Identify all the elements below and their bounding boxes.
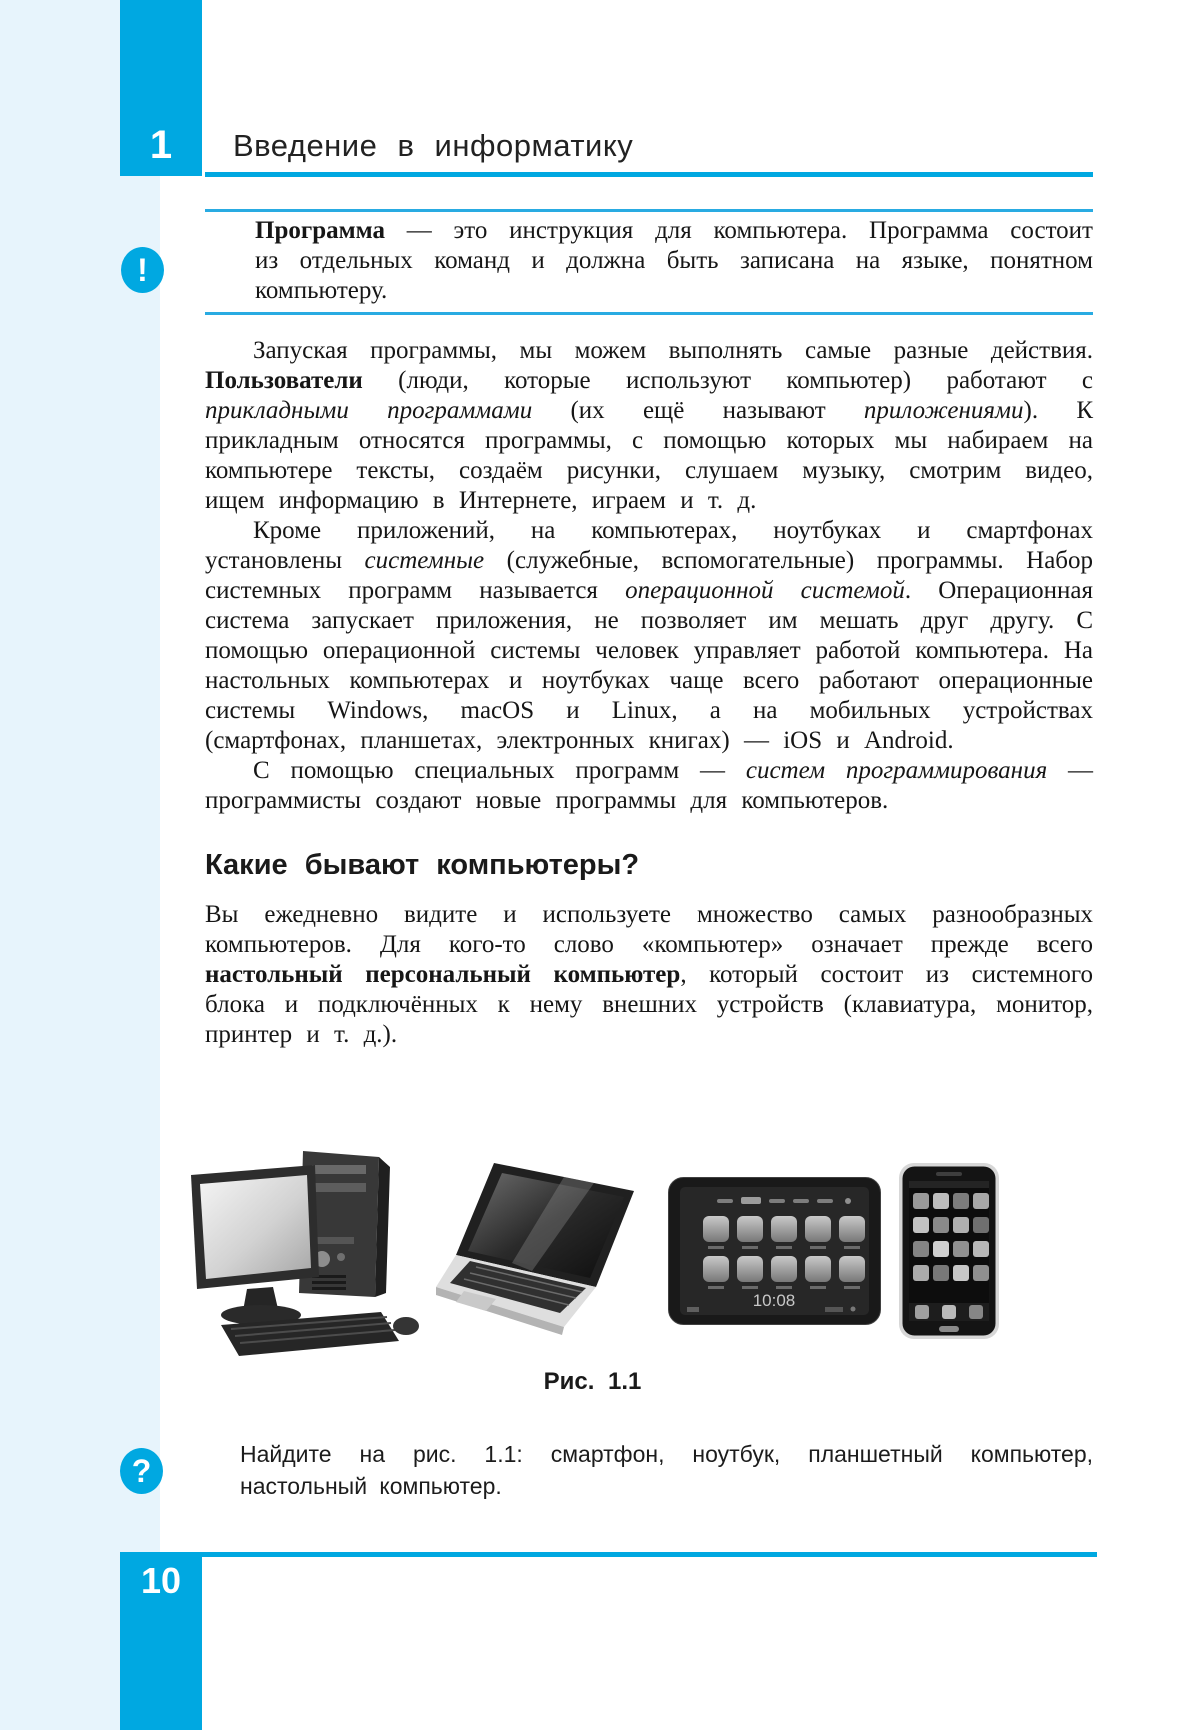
figure-caption: Рис. 1.1 — [543, 1368, 642, 1395]
question-icon — [120, 1448, 163, 1494]
page-number: 10 — [140, 1560, 182, 1601]
question-glyph: ? — [131, 1453, 152, 1489]
desktop-computer-image — [185, 1145, 420, 1357]
header-divider — [205, 172, 1093, 177]
mouse — [393, 1317, 419, 1335]
figure-1-1 — [185, 1145, 1000, 1357]
paragraph: С помощью специальных программ — систем программирования — программисты создают новые программы для компьютеров. — [205, 757, 1094, 814]
exclamation-icon — [121, 247, 164, 293]
paragraph: Кроме приложений, на компьютерах, ноутбуках и смартфонах установлены системные (служебные, вспомогательные) программы. Набор системных программ называется операционной системой. Операционная система запускает приложения, не позволяет им мешать друг другу. С помощью операционной системы человек управляет работой компьютера. На настольных компьютерах и ноутбуках чаще всего работают операционные системы Windows, macOS и Linux, а на мобильных устройствах (смартфонах, планшетах, электронных книгах) — iOS и Android. — [205, 517, 1094, 754]
paragraph: Вы ежедневно видите и используете множество самых разнообразных компьютеров. Для кого-то слово «компьютер» означает прежде всего настольный персональный компьютер, который состоит из системного блока и подключённых к нему внешних устройств (клавиатура, монитор, принтер и т. д.). — [205, 901, 1093, 1048]
footer-divider — [120, 1552, 1097, 1557]
tablet-computer-image — [667, 1176, 882, 1326]
chapter-number: 1 — [149, 123, 173, 167]
phone-home-button — [939, 1326, 959, 1332]
section-heading: Какие бывают компьютеры? — [205, 849, 640, 881]
tablet-clock: 10:08 — [752, 1291, 796, 1310]
chapter-number-box — [120, 0, 202, 176]
smartphone-image — [898, 1162, 1000, 1340]
definition-block — [205, 209, 1093, 315]
monitor — [191, 1165, 319, 1325]
page-title: Введение в информатику — [233, 128, 634, 163]
body-text — [205, 336, 1093, 1050]
question-text: Найдите на рис. 1.1: смартфон, ноутбук, планшетный компьютер, настольный компьютер. — [240, 1441, 1093, 1499]
laptop-image — [436, 1159, 651, 1344]
page-number-box — [120, 1552, 202, 1730]
definition-text: Программа — это инструкция для компьютера. Программа состоит из отдельных команд и должна быть записана на языке, понятном компьютеру. — [255, 217, 1093, 304]
paragraph: Запуская программы, мы можем выполнять самые разные действия. Пользователи (люди, которые используют компьютер) работают с прикладными программами (их ещё называют приложениями). К прикладным относятся программы, с помощью которых мы набираем на компьютере тексты, создаём рисунки, слушаем музыку, смотрим видео, ищем информацию в Интернете, играем и т. д. — [205, 337, 1094, 514]
phone-dock-icons — [915, 1305, 983, 1319]
exclamation-glyph: ! — [137, 252, 148, 288]
